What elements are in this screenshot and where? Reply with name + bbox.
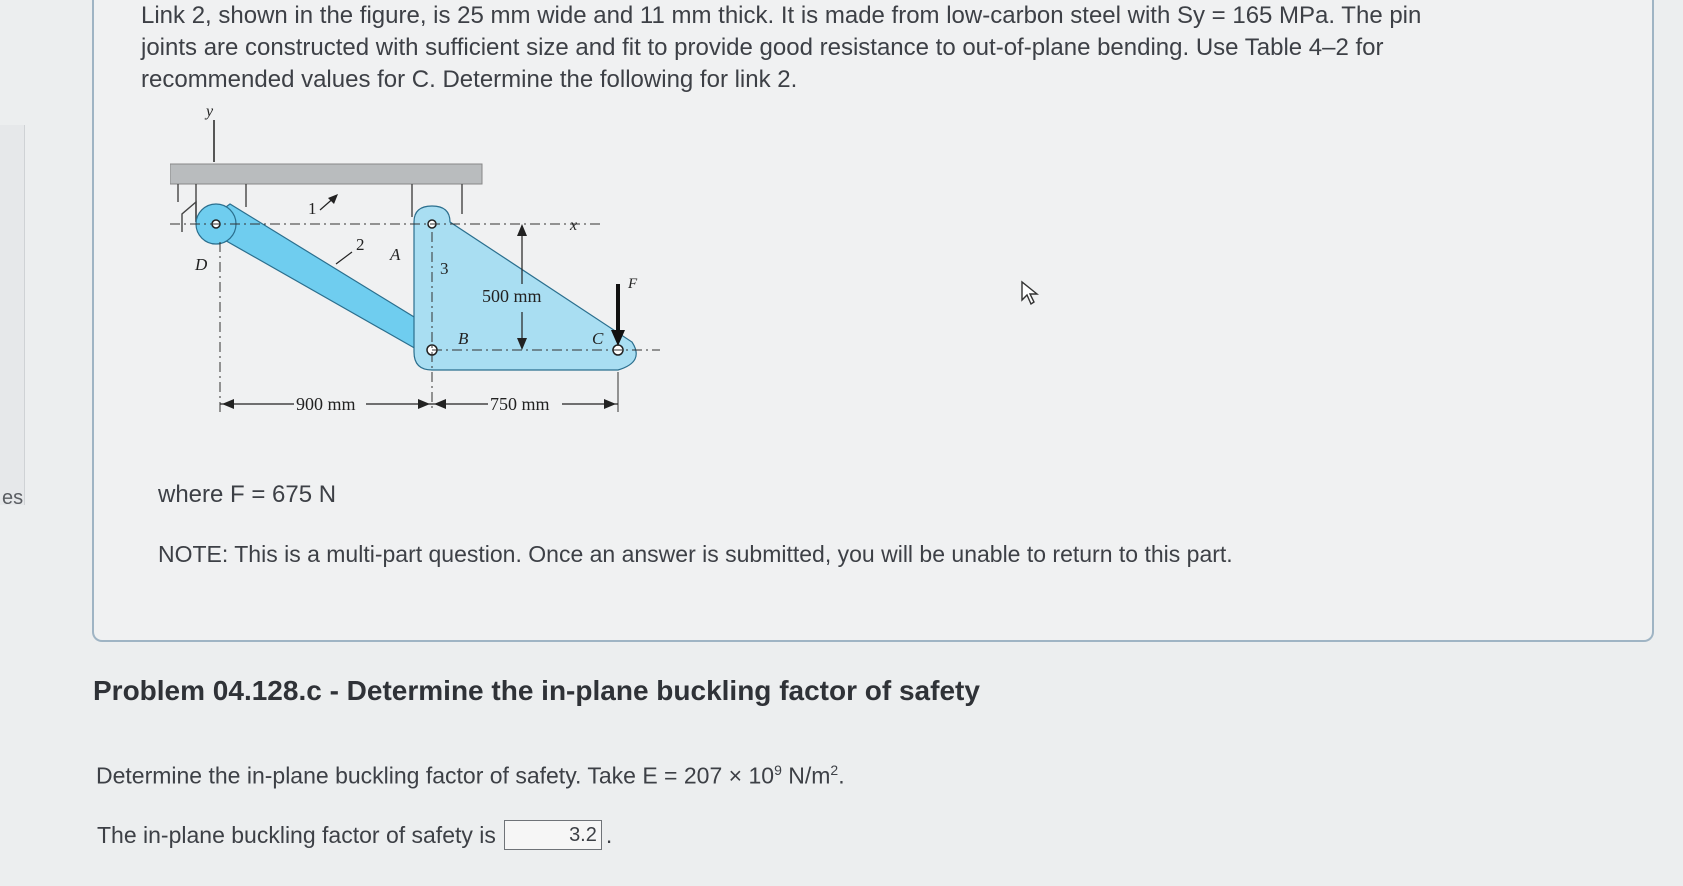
linkage-figure: [170, 102, 690, 432]
mouse-pointer-icon: [1020, 280, 1040, 306]
point-c-label: C: [592, 329, 604, 348]
answer-input[interactable]: 3.2: [504, 820, 602, 850]
question-exponent: 9: [774, 762, 782, 778]
question-end: .: [838, 762, 845, 789]
force-value: where F = 675 N: [158, 481, 337, 508]
intro-line-1: Link 2, shown in the figure, is 25 mm wide and 11 mm thick. It is made from low-carbon steel with Sy = 165 MPa. The pin: [141, 2, 1422, 29]
problem-statement: [141, 0, 1581, 96]
multipart-note: NOTE: This is a multi-part question. Once an answer is submitted, you will be unable to return to this part.: [158, 541, 1233, 567]
point-d-label: D: [195, 255, 208, 274]
point-a-label: A: [390, 245, 401, 264]
ground: [170, 164, 482, 184]
answer-row: [97, 820, 612, 850]
answer-label: The in-plane buckling factor of safety is: [97, 821, 496, 848]
part-question: [96, 762, 845, 790]
part-heading: Problem 04.128.c - Determine the in-plane buckling factor of safety: [93, 675, 980, 706]
point-b-label: B: [458, 329, 469, 348]
side-panel-tab[interactable]: [0, 125, 25, 505]
intro-line-3: recommended values for C. Determine the following for link 2.: [141, 66, 798, 93]
force-label: F: [628, 276, 638, 292]
dim-750: 750 mm: [490, 394, 550, 414]
side-panel-label: es: [2, 487, 24, 509]
question-text: Determine the in-plane buckling factor of safety. Take E = 207 × 10: [96, 762, 775, 789]
question-unit-exponent: 2: [830, 762, 839, 778]
question-unit: N/m: [781, 762, 831, 789]
link-1-label: 1: [308, 199, 317, 218]
link-2-label: 2: [356, 235, 365, 254]
y-axis-label: y: [206, 103, 214, 120]
answer-suffix: .: [605, 821, 613, 848]
intro-line-2: joints are constructed with sufficient size and fit to provide good resistance to out-of-plane bending. Use Table 4–2 for: [141, 34, 1384, 61]
x-axis-label: x: [570, 217, 578, 234]
dim-500: 500 mm: [482, 286, 542, 306]
dim-900: 900 mm: [296, 394, 356, 414]
link-3-label: 3: [440, 259, 449, 278]
